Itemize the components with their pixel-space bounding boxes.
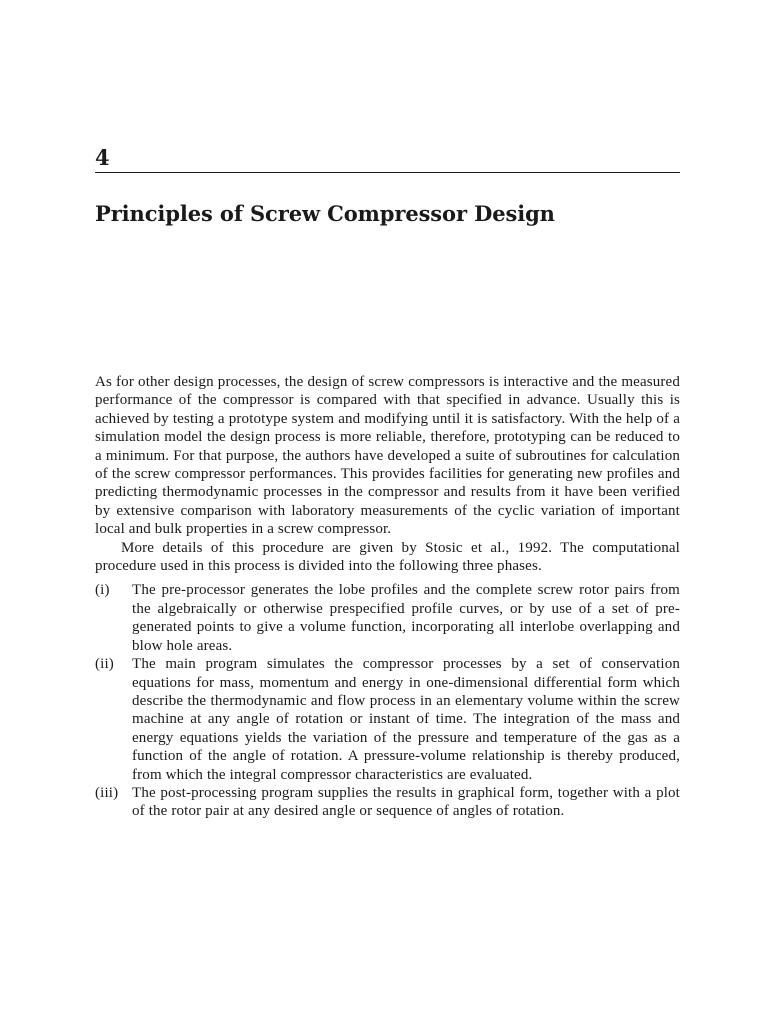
chapter-body [95, 373, 680, 821]
book-page [95, 0, 680, 1024]
list-item-label: (iii) [95, 784, 119, 801]
chapter-title: Principles of Screw Compressor Design [95, 201, 555, 227]
phase-list [95, 581, 680, 820]
chapter-number: 4 [95, 145, 110, 170]
intro-paragraph: As for other design processes, the design of screw compressors is interactive and the measured performance of the compressor is compared with that specified in advance. Usually this is achieved by testing a prototype system and modifying until it is satisfactory. With the help of a simulation model the design process is more reliable, therefore, prototyping can be reduced to a minimum. For that purpose, the authors have developed a suite of subroutines for calculation of the screw compressor performances. This provides facilities for generating new profiles and predicting thermodynamic processes in the compressor and results from it have been verified by extensive comparison with laboratory measurements of the cyclic variation of important local and bulk properties in a screw compressor. [95, 374, 680, 538]
list-item [95, 655, 680, 784]
list-item [95, 784, 680, 821]
list-item-text: The pre-processor generates the lobe profiles and the complete screw rotor pairs from the algebraically or otherwise prespecified profile curves, or by use of a set of pre-generated points to give a volume function, incorporating all interlobe overlapping and blow hole areas. [132, 582, 680, 654]
list-item-text: The main program simulates the compressor processes by a set of conservation equations for mass, momentum and energy in one-dimensional differential form which describe the thermodynamic and flow process in an elementary volume within the screw machine at any angle of rotation or instant of time. The integration of the mass and energy equations yields the variation of the pressure and temperature of the gas as a function of the angle of rotation. A pressure-volume relationship is thereby produced, from which the integral compressor characteristics are evaluated. [132, 656, 680, 783]
list-item-label: (ii) [95, 656, 114, 673]
chapter-divider-rule [95, 172, 680, 173]
list-item-text: The post-processing program supplies the results in graphical form, together with a plot of the rotor pair at any desired angle or sequence of angles of rotation. [132, 784, 680, 820]
procedure-paragraph: More details of this procedure are given by Stosic et al., 1992. The computational procedure used in this process is divided into the following three phases. [95, 539, 680, 575]
list-item-label: (i) [95, 582, 110, 599]
list-item [95, 581, 680, 655]
